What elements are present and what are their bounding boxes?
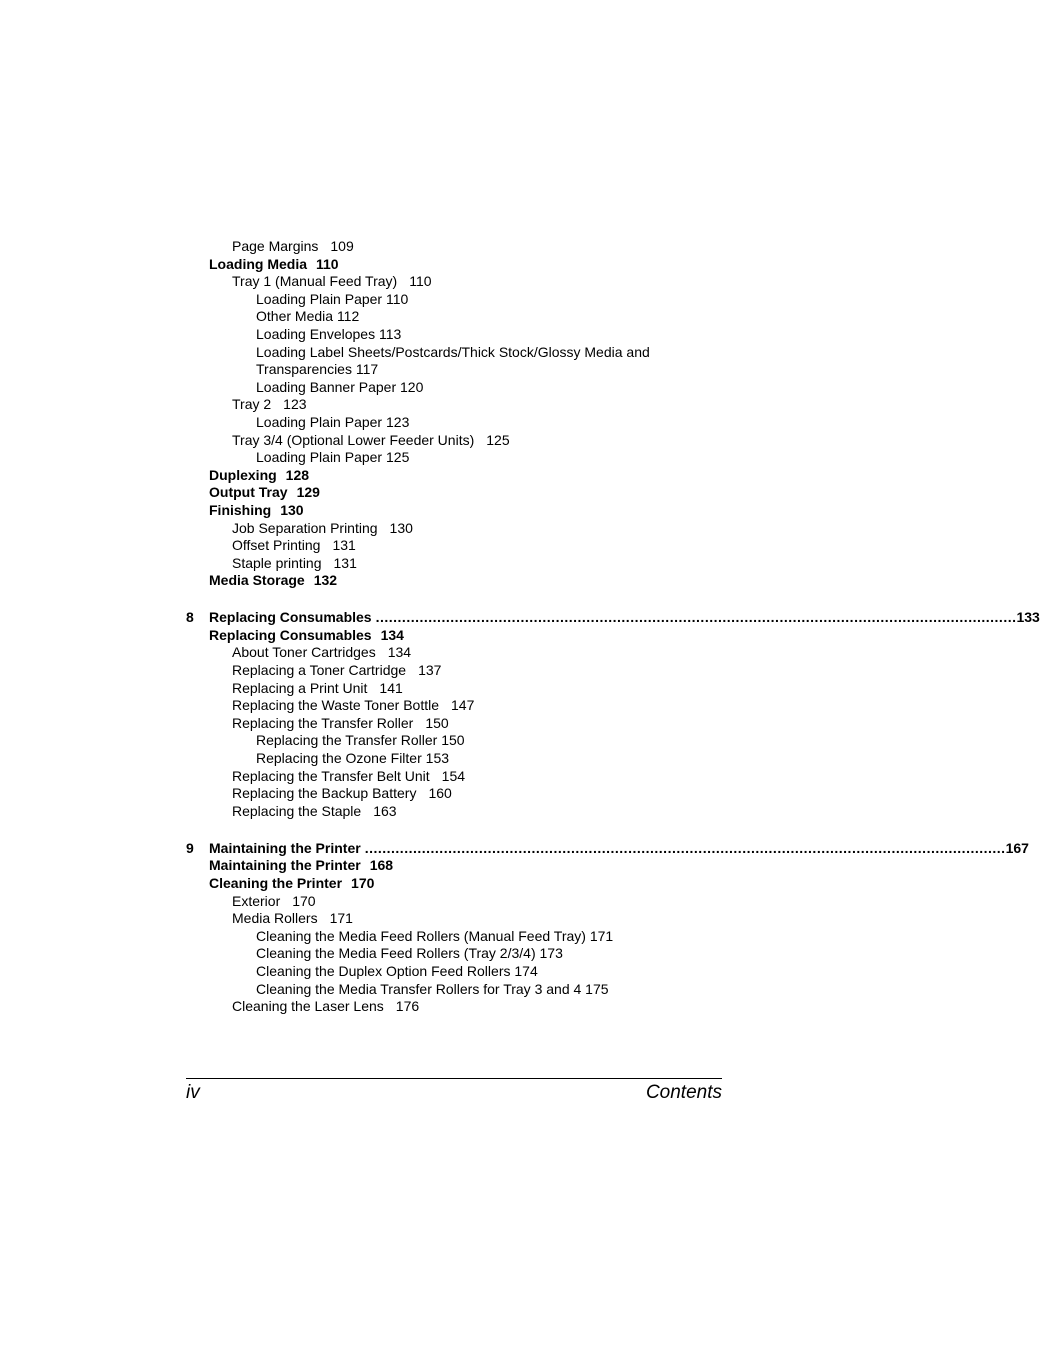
toc-entry-page: 125 bbox=[486, 431, 510, 448]
toc-entry-page: 123 bbox=[386, 413, 410, 430]
toc-entry[interactable] bbox=[0, 379, 954, 397]
toc-entry-page: 131 bbox=[332, 537, 356, 554]
toc-entry-page: 117 bbox=[355, 361, 379, 378]
toc-entry-page: 160 bbox=[428, 785, 452, 802]
toc-entry-title: Replacing the Waste Toner Bottle bbox=[232, 697, 440, 714]
toc-entry[interactable] bbox=[0, 644, 954, 662]
toc-entry[interactable] bbox=[0, 697, 954, 715]
toc-entry-page: 171 bbox=[589, 927, 614, 944]
toc-entry-title: Cleaning the Duplex Option Feed Rollers bbox=[256, 962, 511, 979]
toc-entry[interactable] bbox=[0, 484, 954, 502]
chapter-title: Replacing Consumables bbox=[209, 609, 372, 626]
toc-entry[interactable] bbox=[0, 555, 954, 573]
toc-entry-page: 110 bbox=[409, 273, 432, 290]
toc-entry-title: Tray 3/4 (Optional Lower Feeder Units) bbox=[232, 431, 475, 448]
toc-entry-page: 170 bbox=[292, 892, 316, 909]
toc-entry-title: Loading Banner Paper bbox=[256, 378, 397, 395]
chapter-page: 133 bbox=[1016, 609, 1040, 626]
toc-entry-page: 170 bbox=[351, 874, 375, 891]
toc-entry-title: Loading Plain Paper bbox=[256, 413, 383, 430]
toc-entry[interactable] bbox=[0, 910, 954, 928]
toc-entry-page: 174 bbox=[514, 962, 538, 979]
toc-entry[interactable] bbox=[0, 520, 954, 538]
toc-entry-page: 153 bbox=[425, 750, 450, 767]
toc-entry[interactable] bbox=[0, 662, 954, 680]
toc-entry[interactable] bbox=[0, 449, 954, 467]
toc-entry-page: 123 bbox=[283, 396, 307, 413]
toc-entry-page: 150 bbox=[441, 732, 465, 749]
toc-entry-title: Replacing Consumables bbox=[209, 626, 372, 643]
toc-entry[interactable] bbox=[0, 467, 954, 485]
toc-entry-title: Loading Plain Paper bbox=[256, 290, 383, 307]
toc-entry-title: Replacing the Backup Battery bbox=[232, 785, 417, 802]
toc-entry-title: Maintaining the Printer bbox=[209, 857, 361, 874]
toc-entry-page: 147 bbox=[451, 697, 475, 714]
toc-entry[interactable] bbox=[0, 308, 954, 326]
chapter-number: 8 bbox=[186, 609, 194, 626]
toc-entry-page: 137 bbox=[418, 662, 442, 679]
toc-entry-title: Exterior bbox=[232, 892, 281, 909]
toc-entry-page: 130 bbox=[389, 519, 413, 536]
toc-entry-title: Replacing the Transfer Belt Unit bbox=[232, 767, 430, 784]
chapter-9-heading[interactable] bbox=[0, 839, 1029, 858]
toc-entry-title: Cleaning the Laser Lens bbox=[232, 998, 384, 1015]
toc-entry-title: Page Margins bbox=[232, 238, 319, 254]
toc-entry[interactable] bbox=[0, 928, 954, 946]
toc-entry[interactable] bbox=[0, 273, 954, 291]
toc-entry[interactable] bbox=[0, 326, 954, 344]
chapter-number: 9 bbox=[186, 839, 194, 856]
toc-entry[interactable] bbox=[0, 715, 954, 733]
toc-entry-page: 150 bbox=[425, 714, 449, 731]
toc-entry-title: About Toner Cartridges bbox=[232, 644, 376, 661]
toc-entry[interactable] bbox=[0, 291, 954, 309]
page-number: iv bbox=[186, 1082, 200, 1103]
toc-entry-title: Duplexing bbox=[209, 466, 277, 483]
toc-group-chapter8 bbox=[0, 627, 954, 821]
toc-entry[interactable] bbox=[0, 732, 954, 750]
toc-entry-page: 132 bbox=[313, 572, 338, 589]
spacer bbox=[0, 820, 954, 839]
toc-entry-title: Transparencies bbox=[256, 361, 352, 378]
toc-entry-title: Finishing bbox=[209, 501, 272, 518]
toc-entry-page: 168 bbox=[369, 857, 394, 874]
toc-entry[interactable] bbox=[0, 396, 954, 414]
toc-entry-page: 154 bbox=[441, 767, 466, 784]
toc-entry[interactable] bbox=[0, 537, 954, 555]
toc-entry-title: Job Separation Printing bbox=[232, 519, 378, 536]
toc-entry-title: Output Tray bbox=[209, 484, 288, 501]
toc-entry[interactable] bbox=[0, 785, 954, 803]
toc-entry-title: Staple printing bbox=[232, 554, 322, 571]
toc-group-chapter7-continued bbox=[0, 238, 954, 590]
toc-entry[interactable] bbox=[0, 256, 954, 274]
toc-entry-page: 129 bbox=[296, 484, 320, 501]
toc-entry-title: Replacing the Transfer Roller bbox=[232, 714, 414, 731]
toc-entry-title: Replacing a Print Unit bbox=[232, 679, 368, 696]
toc-entry-title: Loading Envelopes bbox=[256, 325, 376, 342]
toc-entry-title: Replacing the Ozone Filter bbox=[256, 750, 422, 767]
toc-entry[interactable] bbox=[0, 803, 954, 821]
toc-entry-page: 134 bbox=[387, 644, 412, 661]
toc-entry-title: Replacing a Toner Cartridge bbox=[232, 662, 407, 679]
toc-entry-page: 173 bbox=[539, 945, 563, 962]
toc-entry[interactable] bbox=[0, 981, 954, 999]
toc-entry-page: 128 bbox=[285, 466, 310, 483]
toc-entry-page: 120 bbox=[400, 378, 424, 395]
toc-entry[interactable] bbox=[0, 963, 954, 981]
toc-entry-page: 141 bbox=[379, 679, 403, 696]
toc-entry-page: 113 bbox=[379, 325, 402, 342]
toc-entry-title: Cleaning the Printer bbox=[209, 874, 343, 891]
chapter-page: 167 bbox=[1005, 839, 1029, 856]
toc-entry[interactable] bbox=[0, 238, 954, 256]
toc-entry-title: Tray 1 (Manual Feed Tray) bbox=[232, 273, 398, 290]
toc-entry-title: Loading Label Sheets/Postcards/Thick Stock/Glossy Media and bbox=[256, 343, 650, 360]
toc-entry[interactable] bbox=[0, 432, 954, 450]
toc-entry[interactable] bbox=[0, 361, 954, 379]
chapter-title: Maintaining the Printer bbox=[209, 839, 361, 856]
toc-entry-page: 112 bbox=[336, 308, 360, 325]
toc-entry-title: Media Storage bbox=[209, 572, 305, 589]
toc-entry-title: Cleaning the Media Feed Rollers (Manual Feed Tray) bbox=[256, 927, 586, 944]
toc-entry-title: Offset Printing bbox=[232, 537, 321, 554]
toc-entry-page: 131 bbox=[333, 554, 357, 571]
running-footer-title: Contents bbox=[645, 1082, 722, 1103]
toc-entry[interactable] bbox=[0, 344, 954, 362]
toc-entry-title: Loading Media bbox=[209, 255, 307, 272]
toc-entry-title: Cleaning the Media Transfer Rollers for Tray 3 and 4 bbox=[256, 980, 582, 997]
toc-entry-page: 163 bbox=[373, 802, 397, 819]
table-of-contents bbox=[0, 238, 1040, 1016]
toc-entry[interactable] bbox=[0, 945, 954, 963]
toc-entry-page: 130 bbox=[280, 501, 304, 518]
toc-entry[interactable] bbox=[0, 680, 954, 698]
dot-leader: .................................................................................................................................................. bbox=[364, 839, 1006, 856]
toc-entry[interactable] bbox=[0, 414, 954, 432]
footer-divider bbox=[186, 1078, 722, 1079]
toc-entry[interactable] bbox=[0, 875, 954, 893]
toc-entry-page: 125 bbox=[386, 449, 410, 466]
toc-entry[interactable] bbox=[0, 750, 954, 768]
toc-entry[interactable] bbox=[0, 893, 954, 911]
toc-group-chapter9 bbox=[0, 857, 954, 1015]
spacer bbox=[0, 590, 954, 609]
toc-entry-page: 175 bbox=[585, 980, 609, 997]
toc-entry[interactable] bbox=[0, 768, 954, 786]
toc-entry[interactable] bbox=[0, 998, 954, 1016]
toc-entry-title: Media Rollers bbox=[232, 910, 318, 927]
toc-entry-title: Loading Plain Paper bbox=[256, 449, 383, 466]
toc-entry-title: Replacing the Staple bbox=[232, 802, 362, 819]
toc-entry-page: 109 bbox=[330, 238, 354, 254]
toc-entry-title: Cleaning the Media Feed Rollers (Tray 2/3/4) bbox=[256, 945, 536, 962]
dot-leader: .................................................................................................................................................. bbox=[375, 609, 1017, 626]
toc-entry-title: Other Media bbox=[256, 308, 334, 325]
toc-entry[interactable] bbox=[0, 572, 954, 590]
toc-entry[interactable] bbox=[0, 857, 954, 875]
toc-entry[interactable] bbox=[0, 627, 954, 645]
toc-entry-page: 134 bbox=[380, 626, 404, 643]
toc-entry-title: Replacing the Transfer Roller bbox=[256, 732, 438, 749]
chapter-8-heading[interactable] bbox=[0, 609, 1040, 627]
toc-entry-page: 171 bbox=[329, 910, 353, 927]
toc-entry[interactable] bbox=[0, 502, 954, 520]
toc-entry-title: Tray 2 bbox=[232, 396, 272, 413]
toc-entry-page: 110 bbox=[386, 290, 409, 307]
toc-entry-page: 110 bbox=[316, 255, 339, 272]
toc-entry-page: 176 bbox=[395, 998, 420, 1015]
